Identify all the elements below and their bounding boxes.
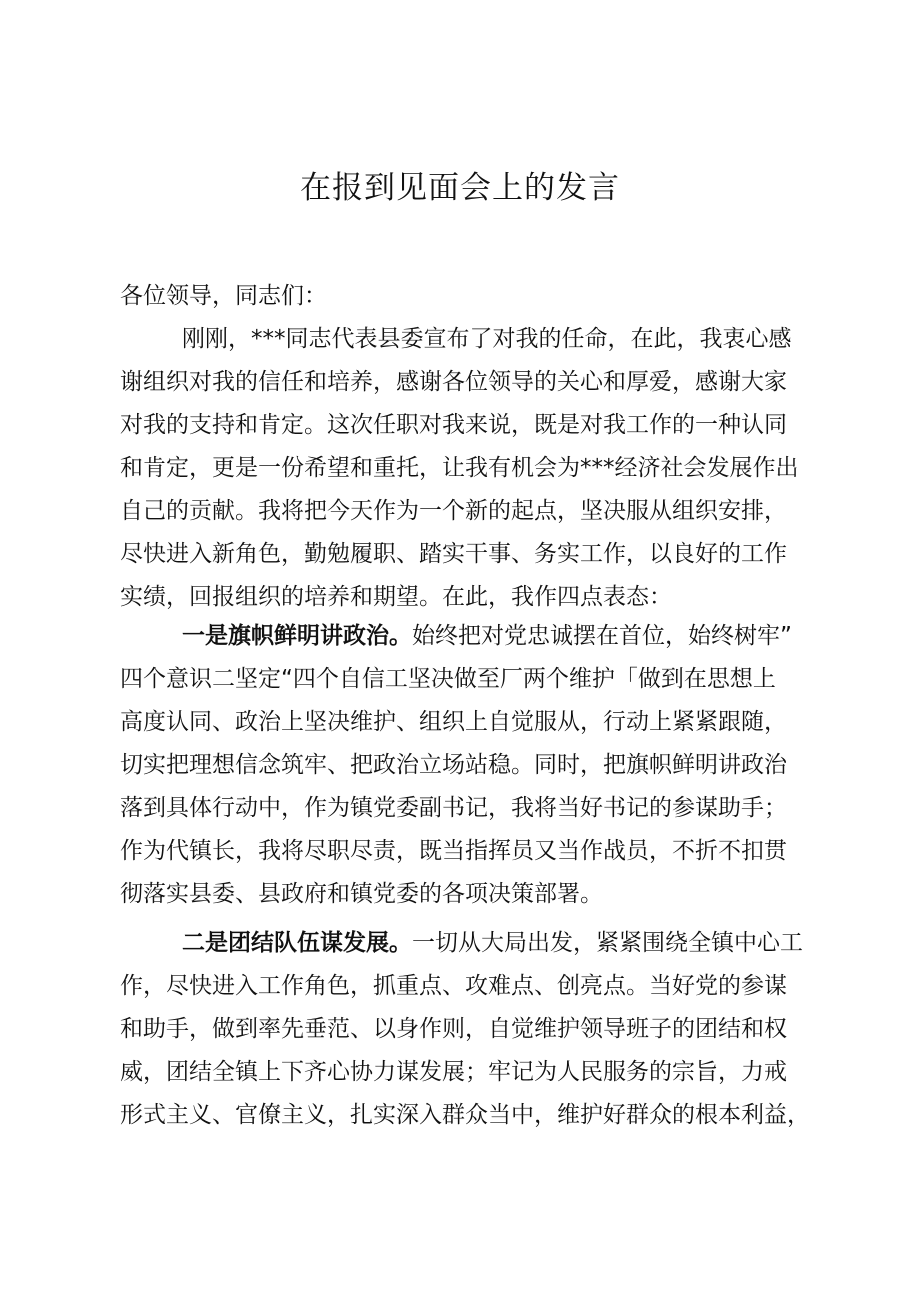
paragraph-line: 对我的支持和肯定。这次任职对我来说，既是对我工作的一种认同 <box>120 412 787 438</box>
paragraph-line: 彻落实县委、县政府和镇党委的各项决策部署。 <box>120 881 603 907</box>
paragraph-line: 实绩，回报组织的培养和期望。在此，我作四点表态： <box>120 584 672 610</box>
salutation: 各位领导，同志们： <box>120 283 327 309</box>
paragraph-line: 作，尽快进入工作角色，抓重点、攻难点、创亮点。当好党的参谋 <box>120 973 787 999</box>
paragraph-first-line-text: 一切从大局出发，紧紧围绕全镇中心工 <box>412 930 803 956</box>
paragraph-line: 和助手，做到率先垂范、以身作则，自觉维护领导班子的团结和权 <box>120 1016 787 1042</box>
page-title: 在报到见面会上的发言 <box>300 170 620 206</box>
paragraph-line: 谢组织对我的信任和培养，感谢各位领导的关心和厚爱，感谢大家 <box>120 369 787 395</box>
paragraph-line: 作为代镇长，我将尽职尽责，既当指挥员又当作战员，不折不扣贯 <box>120 838 787 864</box>
paragraph-line: 落到具体行动中，作为镇党委副书记，我将当好书记的参谋助手； <box>120 795 787 821</box>
paragraph-lead-heading: 二是团结队伍谋发展。 <box>182 930 412 956</box>
paragraph-line: 高度认同、政治上坚决维护、组织上自觉服从，行动上紧紧跟随， <box>120 709 787 735</box>
paragraph-line: 形式主义、官僚主义，扎实深入群众当中，维护好群众的根本利益， <box>120 1102 810 1128</box>
paragraph-line: 威，团结全镇上下齐心协力谋发展；牢记为人民服务的宗旨，力戒 <box>120 1059 787 1085</box>
paragraph-line: 四个意识二坚定“四个自信工坚决做至厂两个维护「做到在思想上 <box>120 666 776 692</box>
paragraph-first-line-text: 始终把对党忠诚摆在首位，始终树牢” <box>412 623 792 649</box>
paragraph-line: 尽快进入新角色，勤勉履职、踏实干事、务实工作，以良好的工作 <box>120 541 787 567</box>
paragraph-line: 和肯定，更是一份希望和重托，让我有机会为***经济社会发展作出 <box>120 455 799 481</box>
paragraph-politics <box>120 615 810 916</box>
paragraph-lead-heading: 一是旗帜鲜明讲政治。 <box>182 623 412 649</box>
paragraph-first-line <box>120 615 810 658</box>
paragraph-line: 切实把理想信念筑牢、把政治立场站稳。同时，把旗帜鲜明讲政治 <box>120 752 787 778</box>
paragraph-first-line <box>120 922 810 965</box>
paragraph-unity <box>120 922 810 1137</box>
paragraph-appointment <box>120 318 810 619</box>
paragraph-line: 刚刚，***同志代表县委宣布了对我的任命，在此，我衷心感 <box>182 326 792 352</box>
paragraph-line: 自己的贡献。我将把今天作为一个新的起点，坚决服从组织安排， <box>120 498 787 524</box>
